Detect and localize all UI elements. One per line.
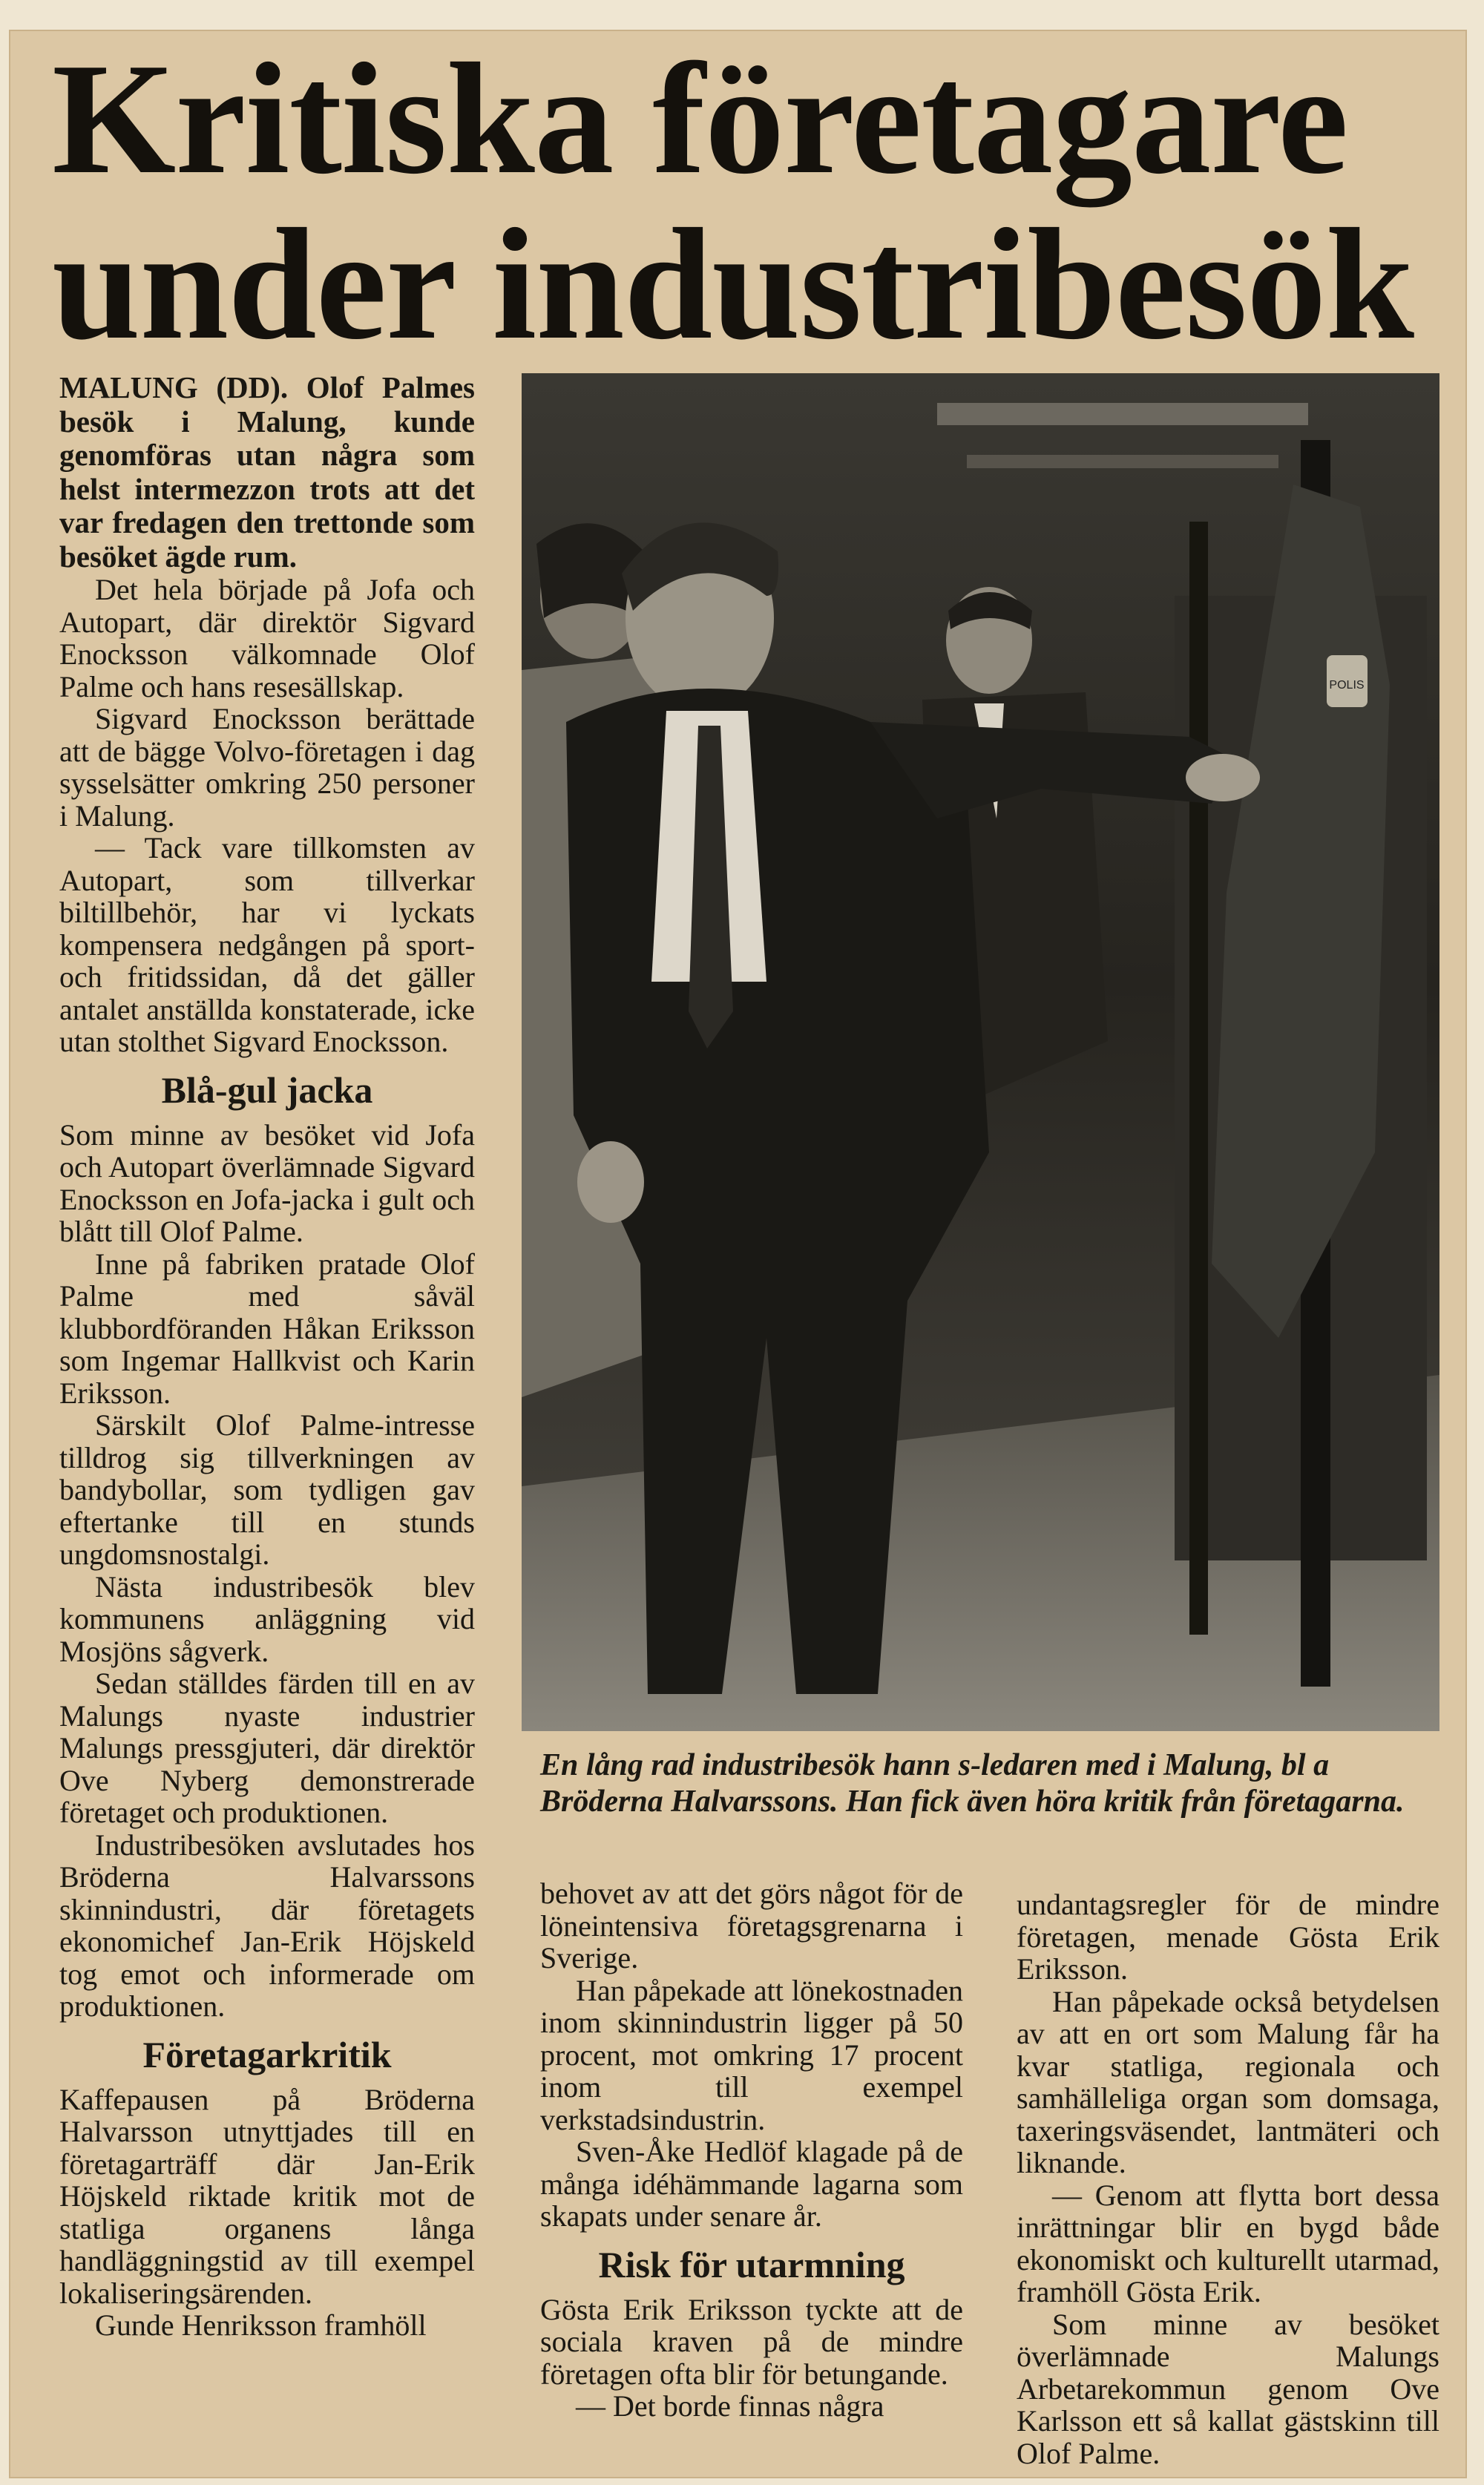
body-paragraph: Kaffepausen på Bröderna Halvarsson utnyttjades till en företagarträff där Jan-Erik Höjskeld riktade kritik mot de statliga organens långa handläggningstid av till exempel lokaliseringsärenden. bbox=[59, 2082, 475, 2310]
body-paragraph: — Tack vare tillkomsten av Autopart, som tillverkar biltillbehör, har vi lyckats kompensera nedgången på sport-och fritidssidan, då det gäller antalet anställda konstaterade, icke utan stolthet Sigvard Enocksson. bbox=[59, 831, 475, 1058]
body-paragraph: behovet av att det görs något för de löneintensiva företagsgrenarna i Sverige. bbox=[540, 1877, 963, 1974]
subheading-foretagarkritik: Företagarkritik bbox=[142, 2033, 392, 2075]
body-paragraph: Industribesöken avslutades hos Bröderna Halvarssons skinnindustri, där företagets ekonomichef Jan-Erik Höjskeld tog emot och informerade om produktionen. bbox=[59, 1828, 475, 2023]
photo-illustration bbox=[522, 373, 1439, 1731]
body-paragraph: Det hela började på Jofa och Autopart, där direktör Sigvard Enocksson välkomnade Olof Palme och hans resesällskap. bbox=[59, 573, 475, 703]
body-paragraph: Nästa industribesök blev kommunens anläggning vid Mosjöns sågverk. bbox=[59, 1569, 475, 1668]
headline-line-1: Kritiska företagare bbox=[52, 30, 1348, 207]
article-column-3 bbox=[1017, 1888, 1439, 2469]
body-paragraph: Gunde Henriksson framhöll bbox=[95, 2308, 427, 2342]
article-column-2 bbox=[540, 1877, 963, 2423]
body-paragraph: Inne på fabriken pratade Olof Palme med såväl klubbordföranden Håkan Eriksson som Ingemar Hallkvist och Karin Eriksson. bbox=[59, 1247, 475, 1410]
subheading-bla-gul-jacka: Blå-gul jacka bbox=[161, 1068, 373, 1111]
body-paragraph: Som minne av besöket överlämnade Malungs Arbetarekommun genom Ove Karlsson ett så kallat gästskinn till Olof Palme. bbox=[1017, 2307, 1439, 2470]
body-paragraph: Sven-Åke Hedlöf klagade på de många idéhämmande lagarna som skapats under senare år. bbox=[540, 2135, 963, 2233]
body-paragraph: undantagsregler för de mindre företagen, menade Gösta Erik Eriksson. bbox=[1017, 1888, 1439, 1986]
body-paragraph: Gösta Erik Eriksson tyckte att de sociala kraven på de mindre företagen ofta blir för betungande. bbox=[540, 2292, 963, 2391]
body-paragraph: Som minne av besöket vid Jofa och Autopart överlämnade Sigvard Enocksson en Jofa-jacka i gult och blått till Olof Palme. bbox=[59, 1117, 475, 1248]
body-paragraph: Sigvard Enocksson berättade att de bägge Volvo-företagen i dag sysselsätter omkring 250 personer i Malung. bbox=[59, 702, 475, 833]
article-column-1 bbox=[59, 371, 475, 2342]
lead-paragraph: MALUNG (DD). Olof Palmes besök i Malung, kunde genomföras utan några som helst intermezzon trots att det var fredagen den trettonde som besöket ägde rum. bbox=[59, 370, 475, 574]
body-paragraph: Han påpekade också betydelsen av att en ort som Malung får ha kvar statliga, regionala och samhälleliga organ som domsaga, taxeringsväsendet, lantmäteri och liknande. bbox=[1017, 1984, 1439, 2179]
jacket-patch-text: POLIS bbox=[1329, 679, 1365, 692]
body-paragraph: Sedan ställdes färden till en av Malungs nyaste industrier Malungs pressgjuteri, där direktör Ove Nyberg demonstrerade företaget och produktionen. bbox=[59, 1667, 475, 1829]
photo-caption: En lång rad industribesök hann s-ledaren med i Malung, bl a Bröderna Halvarssons. Han fick även höra kritik från företagarna. bbox=[540, 1748, 1405, 1819]
subheading-risk-for-utarmning: Risk för utarmning bbox=[598, 2243, 905, 2285]
body-paragraph: Särskilt Olof Palme-intresse tilldrog sig tillverkningen av bandybollar, som tydligen gav eftertanke till en stunds ungdomsnostalgi. bbox=[59, 1408, 475, 1571]
body-paragraph: Han påpekade att lönekostnaden inom skinnindustrin ligger på 50 procent, mot omkring 17 procent inom till exempel verkstadsindustrin. bbox=[540, 1973, 963, 2136]
body-paragraph: — Genom att flytta bort dessa inrättningar blir en bygd både ekonomiskt och kulturellt utarmad, framhöll Gösta Erik. bbox=[1017, 2178, 1439, 2308]
headline-line-2: under industribesök bbox=[52, 195, 1414, 372]
body-paragraph: — Det borde finnas några bbox=[576, 2389, 884, 2423]
news-photo bbox=[522, 373, 1439, 1731]
